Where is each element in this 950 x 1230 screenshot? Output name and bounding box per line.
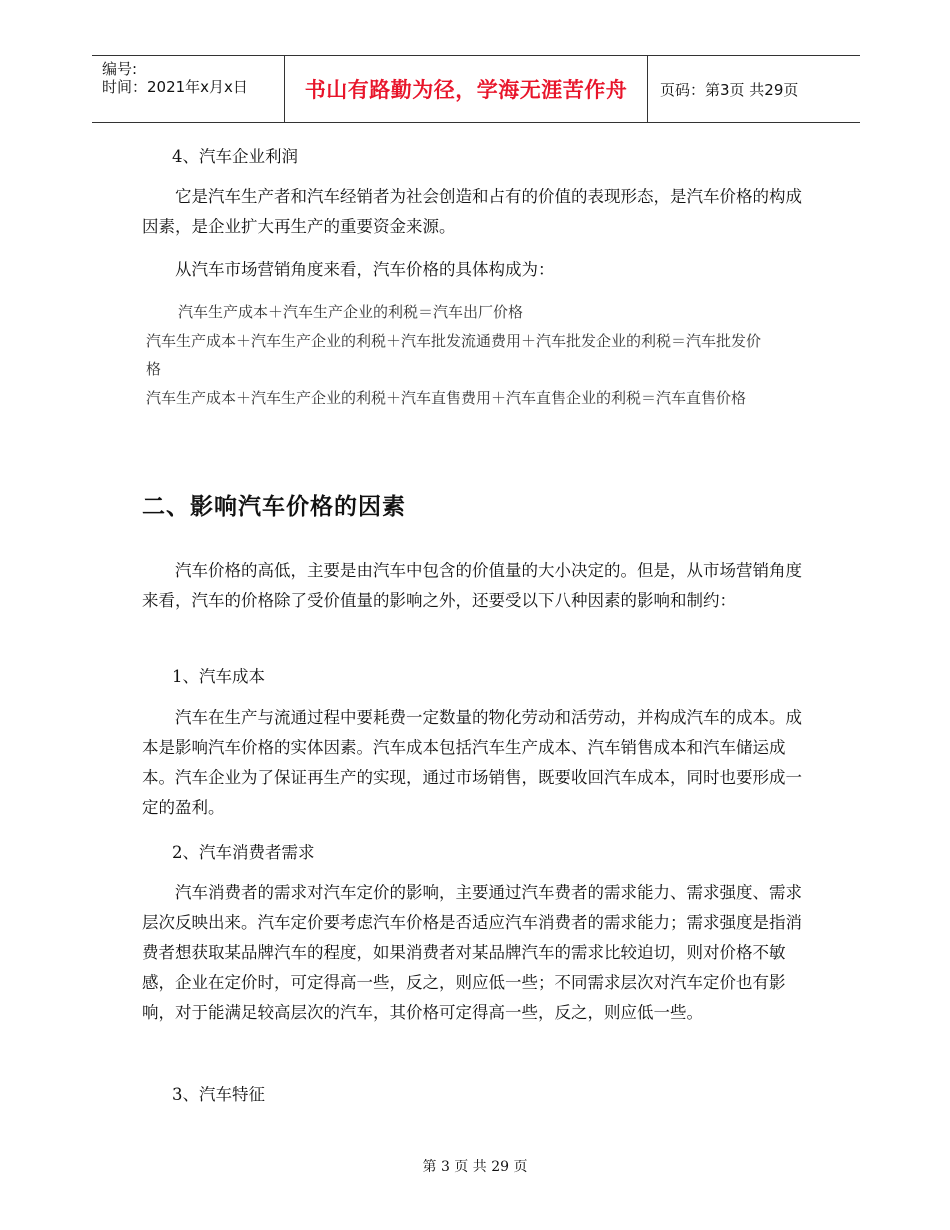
- formula-direct-price: 汽车生产成本＋汽车生产企业的利税＋汽车直售费用＋汽车直售企业的利税＝汽车直售价格: [146, 389, 747, 407]
- item1-paragraph: 汽车在生产与流通过程中要耗费一定数量的物化劳动和活劳动，并构成汽车的成本。成本是影响汽车价格的实体因素。汽车成本包括汽车生产成本、汽车销售成本和汽车储运成本。汽车企业为了保证再生产的实现，通过市场销售，既要收回汽车成本，同时也要形成一定的盈利。: [142, 708, 802, 817]
- section2-intro: 汽车价格的高低，主要是由汽车中包含的价值量的大小决定的。但是，从市场营销角度来看，汽车的价格除了受价值量的影响之外，还要受以下八种因素的影响和制约：: [142, 561, 802, 610]
- header-page-info: 页码：第3页 共29页: [660, 80, 799, 99]
- item4-title: 4、汽车企业利润: [172, 147, 298, 166]
- item2-paragraph: 汽车消费者的需求对汽车定价的影响，主要通过汽车费者的需求能力、需求强度、需求层次反映出来。汽车定价要考虑汽车价格是否适应汽车消费者的需求能力；需求强度是指消费者想获取某品牌汽车的程度，如果消费者对某品牌汽车的需求比较迫切，则对价格不敏感，企业在定价时，可定得高一些，反之，则应低一些；不同需求层次对汽车定价也有影响，对于能满足较高层次的汽车，其价格可定得高一些，反之，则应低一些。: [142, 883, 802, 1022]
- item3-title: 3、汽车特征: [172, 1085, 265, 1104]
- item4-paragraph: 它是汽车生产者和汽车经销者为社会创造和占有的价值的表现形态，是汽车价格的构成因素，是企业扩大再生产的重要资金来源。: [142, 187, 802, 236]
- item2-title: 2、汽车消费者需求: [172, 843, 315, 862]
- document-code-label: 编号:: [102, 60, 138, 78]
- section-heading: 二、影响汽车价格的因素: [142, 494, 406, 520]
- header-motto: 书山有路勤为径，学海无涯苦作舟: [304, 78, 628, 102]
- item1-title: 1、汽车成本: [172, 667, 265, 686]
- header-page-cell: [648, 56, 860, 122]
- formula-factory-price: 汽车生产成本＋汽车生产企业的利税＝汽车出厂价格: [178, 303, 524, 321]
- page-footer: 第 3 页 共 29 页: [422, 1159, 528, 1175]
- formula-wholesale-price: 汽车生产成本＋汽车生产企业的利税＋汽车批发流通费用＋汽车批发企业的利税＝汽车批发价格: [146, 332, 762, 378]
- page-header: [92, 55, 860, 123]
- document-time-label: 时间：2021年x月x日: [102, 78, 248, 96]
- price-structure-intro: 从汽车市场营销角度来看，汽车价格的具体构成为：: [175, 260, 555, 279]
- header-meta-cell: [92, 56, 285, 122]
- header-motto-cell: [285, 56, 648, 122]
